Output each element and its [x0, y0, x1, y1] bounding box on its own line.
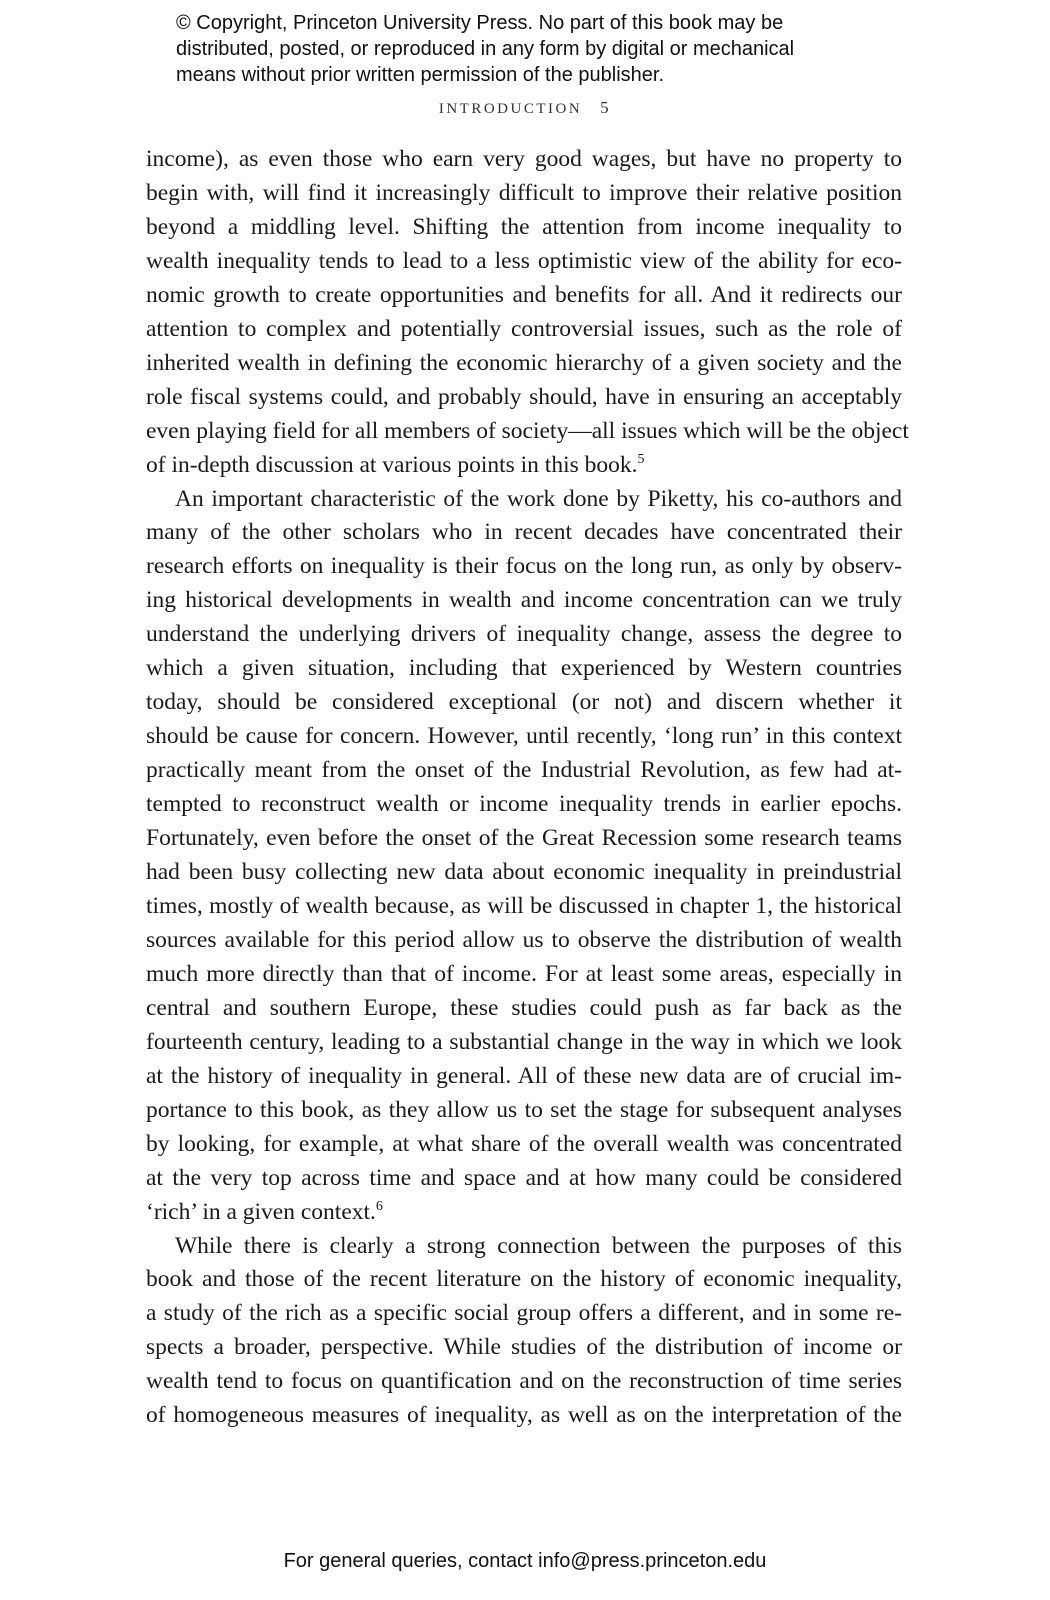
- line-text: central and southern Europe, these studies could push as far back as the: [146, 994, 902, 1021]
- line-text: book and those of the recent literature on the history of economic inequality,: [146, 1266, 902, 1293]
- copyright-line: means without prior written permission of the publisher.: [176, 64, 665, 86]
- text-line: [146, 1230, 902, 1264]
- text-line: [146, 143, 902, 177]
- text-line: [146, 347, 902, 381]
- line-text: of homogeneous measures of inequality, as well as on the interpretation of the: [146, 1402, 902, 1429]
- text-line: [146, 1331, 902, 1365]
- text-line: [146, 856, 902, 890]
- text-line: [146, 1297, 902, 1331]
- text-line: [146, 177, 902, 211]
- line-text: wealth tend to focus on quantification and on the reconstruction of time series: [146, 1368, 902, 1395]
- line-text: by looking, for example, at what share of the overall wealth was concentrated: [146, 1130, 902, 1157]
- text-line: [146, 652, 902, 686]
- line-text: times, mostly of wealth because, as will be discussed in chapter 1, the historical: [146, 892, 902, 919]
- line-text: beyond a middling level. Shifting the attention from income inequality to: [146, 213, 902, 240]
- paragraph: [146, 143, 909, 483]
- text-line: [146, 1026, 902, 1060]
- text-line: [146, 1399, 902, 1433]
- text-line: [146, 754, 902, 788]
- text-line: [146, 449, 902, 483]
- text-line: [146, 1365, 902, 1399]
- line-text: much more directly than that of income. For at least some areas, especially in: [146, 960, 902, 987]
- line-text: at the history of inequality in general. All of these new data are of crucial im-: [146, 1062, 902, 1089]
- text-line: [146, 1162, 902, 1196]
- footnote-marker[interactable]: 6: [375, 1198, 383, 1214]
- line-text: ing historical developments in wealth and income concentration can we truly: [146, 587, 902, 614]
- text-line: [146, 415, 909, 449]
- line-text: even playing field for all members of society—all issues which will be the object: [146, 417, 909, 444]
- text-line: [146, 245, 902, 279]
- text-line: [146, 516, 902, 550]
- line-text: many of the other scholars who in recent decades have concentrated their: [146, 519, 902, 546]
- paragraph: [146, 483, 902, 1230]
- line-text: today, should be considered exceptional (or not) and discern whether it: [146, 689, 902, 716]
- text-line: [146, 686, 902, 720]
- page-number: 5: [600, 98, 612, 117]
- text-line: [146, 890, 902, 924]
- line-text: Fortunately, even before the onset of the Great Recession some research teams: [146, 825, 902, 852]
- line-text: nomic growth to create opportunities and benefits for all. And it redirects our: [146, 281, 902, 308]
- line-text: inherited wealth in defining the economic hierarchy of a given society and the: [146, 349, 902, 376]
- line-text: of in-depth discussion at various points in this book.: [146, 451, 638, 478]
- text-line: [146, 822, 902, 856]
- text-line: [146, 1060, 902, 1094]
- line-text: understand the underlying drivers of inequality change, assess the degree to: [146, 621, 902, 648]
- text-line: [146, 1263, 902, 1297]
- line-text: research efforts on inequality is their focus on the long run, as only by observ-: [146, 553, 902, 580]
- text-line: [146, 279, 902, 313]
- body-text: [146, 143, 909, 1433]
- text-line: [146, 381, 902, 415]
- line-text: portance to this book, as they allow us to set the stage for subsequent analyses: [146, 1096, 902, 1123]
- text-line: [146, 618, 902, 652]
- text-line: [146, 788, 902, 822]
- copyright-line: distributed, posted, or reproduced in any form by digital or mechanical: [176, 38, 795, 60]
- footer-contact: For general queries, contact info@press.princeton.edu: [283, 1550, 767, 1572]
- text-line: [146, 720, 902, 754]
- copyright-notice: [176, 10, 794, 88]
- line-text: should be cause for concern. However, until recently, ‘long run’ in this context: [146, 723, 902, 750]
- line-text: tempted to reconstruct wealth or income inequality trends in earlier epochs.: [146, 791, 902, 818]
- text-line: [146, 992, 902, 1026]
- line-text: wealth inequality tends to lead to a less optimistic view of the ability for eco-: [146, 247, 902, 274]
- line-text: had been busy collecting new data about economic inequality in preindustrial: [146, 859, 902, 886]
- paragraph: [146, 1230, 902, 1434]
- line-text: spects a broader, perspective. While studies of the distribution of income or: [146, 1334, 902, 1361]
- copyright-line: © Copyright, Princeton University Press. No part of this book may be: [176, 12, 784, 34]
- line-text: fourteenth century, leading to a substantial change in the way in which we look: [146, 1028, 902, 1055]
- line-text: sources available for this period allow us to observe the distribution of wealth: [146, 926, 902, 953]
- line-text: An important characteristic of the work done by Piketty, his co-authors and: [175, 485, 902, 512]
- line-text: begin with, will find it increasingly difficult to improve their relative position: [146, 179, 902, 206]
- footnote-marker[interactable]: 5: [637, 451, 645, 467]
- text-line: [146, 958, 902, 992]
- line-text: which a given situation, including that experienced by Western countries: [146, 655, 902, 682]
- text-line: [146, 483, 902, 517]
- text-line: [146, 550, 902, 584]
- text-line: [146, 1128, 902, 1162]
- text-line: [146, 1196, 902, 1230]
- text-line: [146, 313, 902, 347]
- chapter-title: INTRODUCTION: [438, 101, 583, 117]
- text-line: [146, 584, 902, 618]
- line-text: role fiscal systems could, and probably should, have in ensuring an acceptably: [146, 383, 902, 410]
- running-head: [0, 98, 1050, 118]
- line-text: a study of the rich as a specific social group offers a different, and in some re-: [146, 1300, 902, 1327]
- line-text: While there is clearly a strong connection between the purposes of this: [175, 1232, 902, 1259]
- line-text: practically meant from the onset of the Industrial Revolution, as few had at-: [146, 757, 902, 784]
- text-line: [146, 1094, 902, 1128]
- line-text: ‘rich’ in a given context.: [146, 1198, 376, 1225]
- line-text: at the very top across time and space and at how many could be considered: [146, 1164, 902, 1191]
- text-line: [146, 924, 902, 958]
- line-text: attention to complex and potentially controversial issues, such as the role of: [146, 315, 902, 342]
- text-line: [146, 211, 902, 245]
- line-text: income), as even those who earn very good wages, but have no property to: [146, 146, 902, 172]
